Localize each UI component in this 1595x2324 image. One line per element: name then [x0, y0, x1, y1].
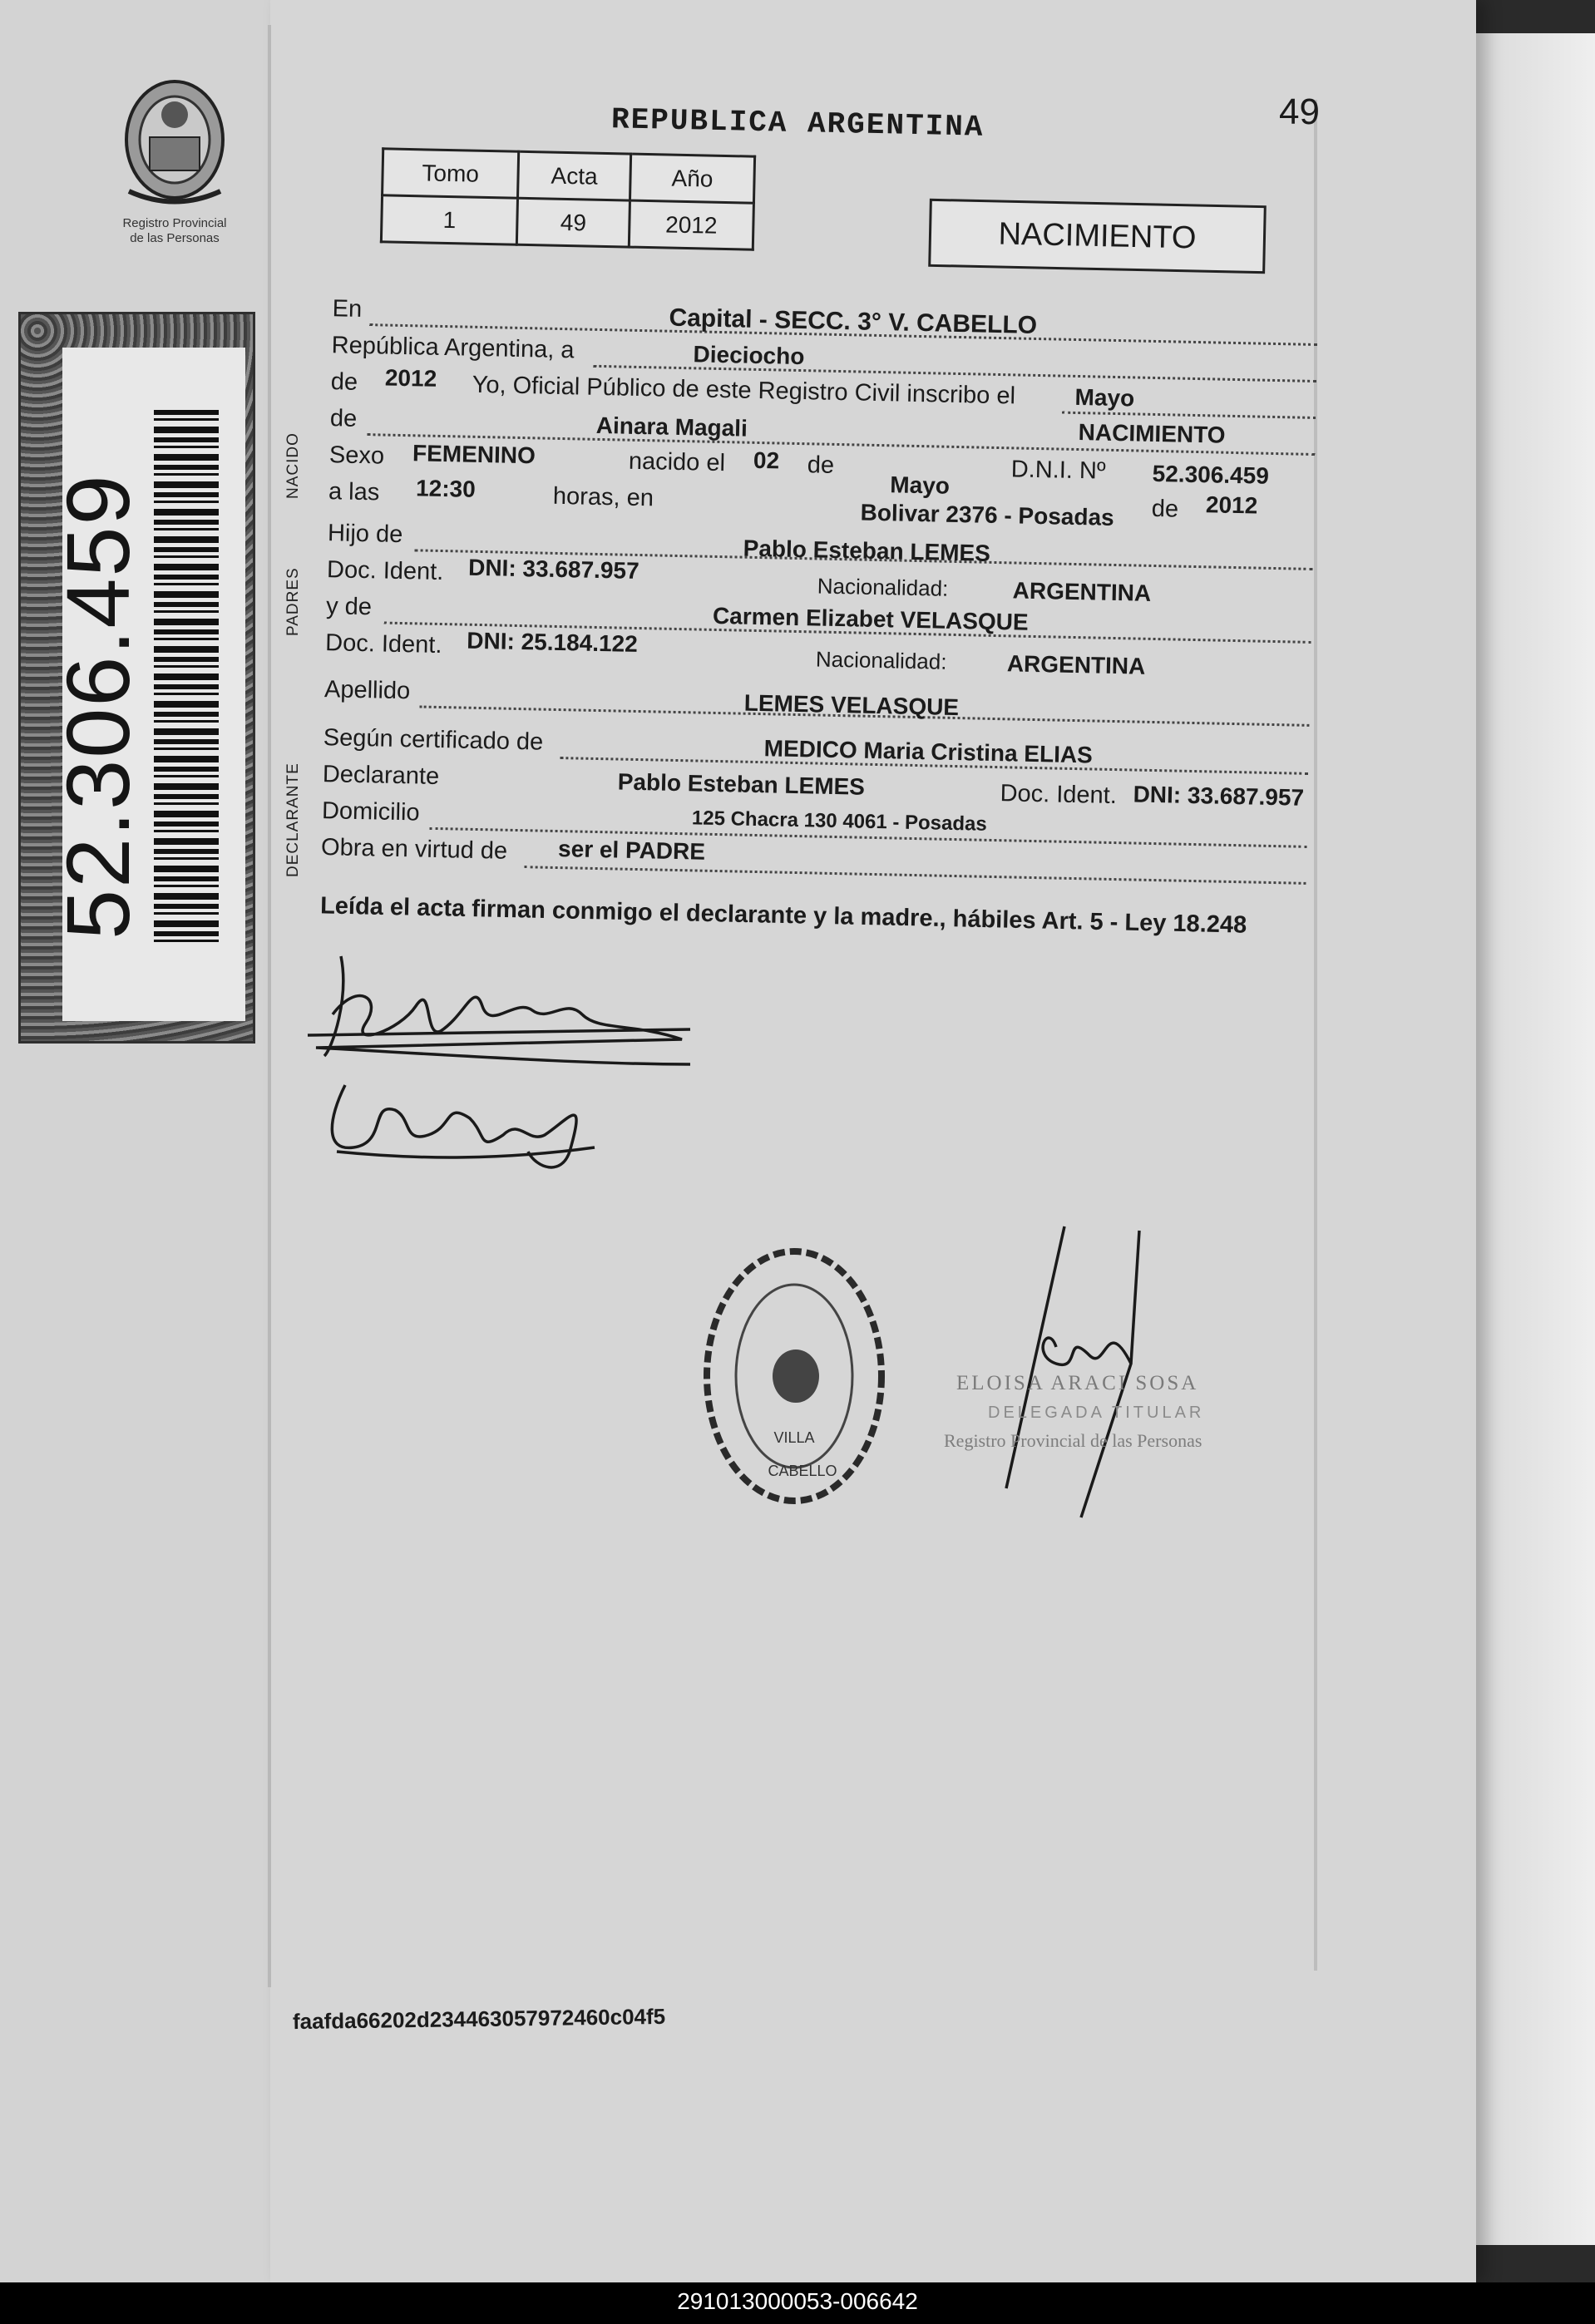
record-type-box: NACIMIENTO: [928, 199, 1267, 274]
acta-label: Acta: [518, 151, 631, 200]
segun-label: Según certificado de: [323, 724, 544, 756]
time-value: 12:30: [415, 475, 477, 502]
inscribe-value: NACIMIENTO: [1078, 419, 1226, 448]
doc-ident-label: Doc. Ident.: [324, 629, 442, 659]
sexo-value: FEMENINO: [412, 440, 536, 469]
mother-value: Carmen Elizabet VELASQUE: [712, 602, 1029, 635]
acta-value: 49: [516, 198, 630, 247]
a-las-label: a las: [328, 478, 380, 506]
apellido-label: Apellido: [323, 676, 411, 705]
place-value: Bolivar 2376 - Posadas: [860, 499, 1114, 530]
declarante-value: Pablo Esteban LEMES: [617, 768, 866, 800]
obra-value: ser el PADRE: [557, 836, 706, 865]
year-value: 2012: [384, 364, 437, 392]
domicilio-label: Domicilio: [321, 797, 420, 826]
en-value: Capital - SECC. 3° V. CABELLO: [669, 303, 1038, 339]
folio-number: 49: [1279, 91, 1320, 132]
name-value: Ainara Magali: [595, 412, 748, 442]
y-de-label: y de: [325, 593, 373, 621]
official-name: ELOISA ARACI SOSA: [956, 1372, 1199, 1394]
doc-ident2-label: Doc. Ident.: [1000, 780, 1118, 810]
doc-ident-label: Doc. Ident.: [326, 556, 444, 586]
padres-section-label: PADRES: [284, 567, 302, 636]
registry-seal-icon: [694, 1235, 894, 1517]
dni-label: D.N.I. Nº: [1010, 456, 1106, 485]
father-doc-value: DNI: 33.687.957: [467, 554, 639, 584]
nacido-el-label: nacido el: [628, 447, 726, 477]
declarante-doc-value: DNI: 33.687.957: [1133, 781, 1305, 811]
birth-month-value: Mayo: [890, 471, 951, 499]
dni-value: 52.306.459: [1152, 460, 1270, 489]
left-margin-rule: [268, 25, 271, 1987]
horas-en-label: horas, en: [552, 482, 654, 512]
mother-doc-value: DNI: 25.184.122: [467, 627, 639, 657]
archive-code: 291013000053-006642: [677, 2288, 918, 2314]
declarante-label: Declarante: [322, 761, 440, 791]
father-value: Pablo Esteban LEMES: [743, 535, 991, 566]
domicilio-value: 125 Chacra 130 4061 - Posadas: [691, 807, 988, 836]
nacionalidad-label: Nacionalidad:: [815, 646, 947, 674]
oficial-text: Yo, Oficial Público de este Registro Civil inscribo el: [472, 371, 1016, 410]
day-value: Dieciocho: [693, 341, 805, 370]
document-hash: faafda66202d234463057972460c04f5: [292, 2003, 666, 2035]
declarante-section-label: DECLARANTE: [284, 762, 302, 877]
obra-label: Obra en virtud de: [320, 834, 508, 865]
nacionalidad-label: Nacionalidad:: [817, 573, 949, 601]
segun-value: MEDICO Maria Cristina ELIAS: [763, 735, 1094, 768]
seal-center-text: VILLA: [773, 1429, 815, 1446]
anio-value: 2012: [629, 200, 753, 249]
registry-label: [91, 216, 258, 246]
birth-day-value: 02: [753, 447, 780, 474]
en-label: En: [332, 295, 363, 323]
country-title: REPUBLICA ARGENTINA: [610, 102, 985, 145]
tomo-value: 1: [381, 195, 517, 244]
de-label: de: [330, 368, 358, 396]
sexo-label: Sexo: [328, 442, 385, 470]
de3-label: de: [807, 451, 835, 479]
republica-label: República Argentina, a: [331, 332, 575, 364]
seal-center-text-2: CABELLO: [768, 1463, 837, 1479]
tomo-acta-table: [380, 147, 756, 250]
barcode-icon: [154, 410, 219, 942]
mother-nat-value: ARGENTINA: [1006, 650, 1146, 679]
tomo-label: Tomo: [383, 149, 519, 198]
apellido-value: LEMES VELASQUE: [743, 689, 960, 721]
registry-label-line1: Registro Provincial: [122, 216, 227, 230]
birth-record-form: [313, 295, 1322, 891]
anio-label: Año: [630, 154, 754, 203]
form-row-apellido: [315, 676, 1314, 733]
de4-label: de: [1151, 495, 1179, 523]
nacido-section-label: NACIDO: [284, 432, 302, 499]
father-nat-value: ARGENTINA: [1012, 577, 1152, 606]
de2-label: de: [329, 405, 358, 432]
closing-statement: Leída el acta firman conmigo el declarante y la madre., hábiles Art. 5 - Ley 18.248: [319, 892, 1247, 939]
birth-year-value: 2012: [1205, 491, 1258, 519]
month-value: Mayo: [1074, 383, 1135, 412]
official-title: DELEGADA TITULAR: [988, 1404, 1205, 1422]
mother-signature-icon: [320, 1068, 603, 1185]
dotted-line: [1062, 412, 1316, 419]
hijo-de-label: Hijo de: [327, 520, 403, 549]
sticker-number: 52.306.459: [47, 473, 148, 940]
provincial-emblem-icon: [112, 67, 237, 212]
official-office: Registro Provincial de las Personas: [944, 1430, 1202, 1451]
registry-label-line2: de las Personas: [130, 231, 220, 245]
